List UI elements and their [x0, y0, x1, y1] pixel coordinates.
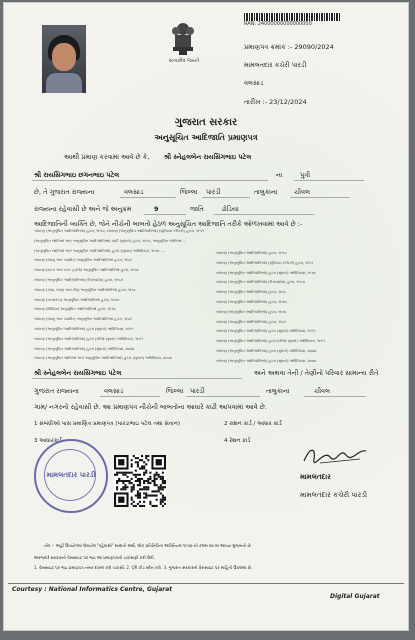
applicant-photo: [42, 25, 86, 93]
order-item: બંધારણ (અનુસૂચિત આદિજાતિઓ) (ઉત્તરપ્રદેશ) હુકમ, ૧૯૬૭: [216, 280, 305, 285]
serial-number: 9: [154, 205, 159, 213]
govt-heading: ગુજરાત સરકાર: [174, 117, 238, 128]
order-item: બંધારણ (જમ્મુ અને કાશ્મીર) અનુસૂચિત આદિજાતિઓ હુકમ, ૧૯૮૯: [34, 258, 133, 263]
residence-taluka-label: તાલુકાના: [266, 387, 290, 395]
order-item: બંધારણ (અનુસૂચિત આદિજાતિઓ) હુકમ (સુધારો) અધિનિયમ, ૨૦૦૨: [34, 346, 135, 351]
intro-text: આથી પ્રમાણ કરવામાં આવે છે કે,: [64, 153, 150, 161]
serial-prefix: રાજ્યના રહેવાસી છે અને જે અનુક્રમ: [34, 205, 132, 213]
digital-gujarat-text: Digital Gujarat: [330, 593, 380, 600]
legal-line: આદિજાતિની વ્યક્તિ છે, જેને નીચેની બાબતો હેઠળ અનુસૂચિત આદિજાતિ તરીકે ઓળખવામાં આવે છે :-: [34, 220, 303, 228]
order-item: બંધારણ (સિક્કિમ) અનુસૂચિત આદિજાતિઓ હુકમ, ૧૯૭૮: [34, 307, 116, 312]
office-seal-stamp: [34, 439, 108, 513]
tribe-label: જાતિ: [190, 205, 204, 213]
residence-state: ગુજરાત રાજ્યના: [34, 387, 79, 395]
order-item: બંધારણ (નાગાલેન્ડ) અનુસૂચિત આદિજાતિઓ હુકમ, ૧૯૭૦: [34, 297, 120, 302]
order-item: બંધારણ (અનુસૂચિત આદિજાતિઓ) હુકમ, ૧૯૫૦: [216, 251, 287, 255]
residence-prefix: છે, તે ગુજરાત રાજ્યના: [34, 188, 95, 196]
taluka-value: પારડી: [206, 188, 221, 196]
relation-value: પુત્રી: [300, 171, 311, 179]
applicant-name: શ્રી સ્નેહલબેન રાયસિંગભાઇ પટેલ: [164, 153, 252, 161]
order-item: બંધારણ (અનુસૂચિત આદિજાતિઓ) હુકમ, ૧૯૭૮: [216, 309, 287, 314]
note-2: અરજદારે સરકારની વેબસાઇટ પર જઇ આ પ્રમાણપત્રની ચકાસણી કરી લેવી.: [34, 555, 155, 560]
officer-office: મામલતદાર કચેરી પારડી: [300, 491, 368, 499]
certificate-title: અનુસૂચિત આદિજાતિ પ્રમાણપત્ર: [154, 133, 258, 142]
district-header: વલસાડ: [244, 79, 264, 87]
order-item: (અનુસૂચિત જાતિઓ અને અનુસૂચિત આદિજાતિઓ) યાદી (સુધારો) હુકમ, ૧૯૫૬, અનુસૂચિત જાતિઓ ...: [34, 238, 187, 243]
order-item: બંધારણ (ગોવા, દમણ અને દીવ) અનુસૂચિત આદિજાતિઓ હુકમ, ૧૯૬૮: [34, 287, 136, 292]
order-item: બંધારણ (અનુસૂચિત આદિજાતિઓ) હુકમ (સુધારો) અધિનિયમ, ૧૯૭૬: [216, 270, 317, 275]
order-item: બંધારણ (અનુસૂચિત આદિજાતિઓ) હુકમ, ૧૯૮૯: [216, 319, 287, 324]
order-item: બંધારણ (અનુસૂચિત આદિજાતિઓ) હુકમ (સુધારો) અધિનિયમ, ૨૦૦૨: [216, 358, 317, 363]
emblem-caption: સત્યમેવ જયતે: [168, 58, 200, 64]
order-item: બંધારણ (અનુસૂચિત આદિજાતિઓ) હુકમ (બીજો સુધારો) અધિનિયમ, ૧૯૯૧: [34, 336, 143, 341]
seal-text: મામલતદાર પારડી: [46, 471, 96, 479]
officer-signature: [300, 443, 370, 469]
qr-code: [114, 455, 166, 507]
basis-item-1: 1 સંબંધીઓ પાસ પ્રમાણિત પ્રમાણપત્ર (પારડાભાઇ પટેલ તથા સંતાન): [34, 421, 181, 427]
district-label: જિલ્લા: [180, 188, 198, 196]
order-item: (અનુસૂચિત જાતિઓ અને અનુસૂચિત આદિજાતિઓ) હુકમ (સુધારા) અધિનિયમ, ૧૯૭૬, ...: [34, 248, 166, 253]
order-item: બંધારણ (અનુસૂચિત આદિજાતિઓ) હુકમ (સુધારો) અધિનિયમ, ૧૯૯૧: [34, 327, 134, 331]
order-item: બંધારણ (અનુસૂચિત આદિજાતિઓ) (યુનિયન ટેરીટરી) હુકમ, ૧૯૫૧: [216, 260, 314, 265]
residence-district-label: જિલ્લા: [166, 387, 184, 395]
note-3: 1. વેબસાઇટ પર જઇ પ્રમાણપત્ર નંબર દાખલ કરી ચકાસો. 2. QR કોડ સ્કેન કરો. 3. ગુજરાત સરકારની વેબસાઇટ પર માહિતી ઉપલબ્ધ છે.: [34, 565, 253, 570]
basis-item-3: 3 આધારકાર્ડ: [34, 438, 62, 444]
order-item: બંધારણ (અનુસૂચિત આદિજાતિઓ) હુકમ (બીજો સુધારો) અધિનિયમ, ૧૯૯૧: [216, 339, 325, 344]
basis-item-2: 2 રાશન કાર્ડ / આધાર કાર્ડ: [224, 421, 282, 427]
order-item: બંધારણ (અનુસૂચિત આદિજાતિઓ) હુકમ, ૧૯૬૮: [216, 290, 286, 295]
taluka-label: તાલુકાના: [254, 188, 278, 196]
barcode: [244, 13, 340, 21]
father-name: શ્રી રાયસિંગભાઇ છગનભાઇ પટેલ: [34, 171, 120, 179]
certificate-number: પ્રમાણપત્ર ક્રમાંક :- 29090/2024: [244, 43, 334, 51]
tribe-value: ઢોડિયા: [222, 205, 239, 213]
basis-item-4: 4 રેશન કાર્ડ: [224, 438, 251, 444]
order-item: બંધારણ (અનુસૂચિત જાતિઓ અને અનુસૂચિત આદિજાતિઓ) હુકમ (સુધારો) અધિનિયમ, ૨૦૦૨: [34, 356, 172, 361]
residence-line: ગામ/ નગરનો રહેવાસી છે. આ પ્રમાણપત્ર નીચેની બાબતોના આધારે કાઢી આપવામાં આવે છે.: [34, 403, 267, 411]
barcode-number: RAN: 24000000000000000: [244, 21, 312, 27]
courtesy-text: Courtesy : National Informatics Centre, Gujarat: [12, 586, 173, 593]
note-1: નોંધ :- અહીં ઉપયોગમાં લેવાયેલ "રહેવાસી" શબ્દનો અર્થ, લોક પ્રતિનિધિત્વ અધિનિયમ ૧૯૫૦ ની કલમ ૨૦ માં આપ્યા મુજબનો છે.: [44, 543, 252, 548]
national-emblem-icon: [169, 17, 197, 59]
residence-district: વલસાડ: [104, 387, 124, 395]
order-item: બંધારણ (જમ્મુ અને કાશ્મીર) અનુસૂચિત આદિજાતિઓ હુકમ, ૧૯૮૯: [34, 317, 133, 322]
parent-name: શ્રી સ્નેહલબેન રાયસિંગભાઇ પટેલ: [34, 369, 122, 377]
order-item: બંધારણ (દાદરા અને નગર હવેલી) અનુસૂચિત આદિજાતિઓ હુકમ, ૧૯૬૨: [34, 268, 139, 273]
residence-taluka: પારડી: [190, 387, 205, 395]
district-value: વલસાડ: [124, 188, 144, 196]
officer-title: મામલતદાર: [300, 473, 331, 481]
order-item: બંધારણ (અનુસૂચિત આદિજાતિઓ) હુકમ, ૧૯૫૦, બંધારણ (અનુસૂચિત આદિજાતિઓ) (યુનિયન ટેરીટરી) હુકમ, ૧૯૫૧: [34, 229, 204, 233]
order-item: બંધારણ (અનુસૂચિત આદિજાતિઓ) હુકમ (સુધારો) અધિનિયમ, ૧૯૯૧: [216, 329, 316, 334]
parent-tail: અને અથવા તેની / તેણીનો પરિવાર સામાન્ય રીતે: [254, 369, 379, 377]
issue-date: તારીખ :- 23/12/2024: [244, 98, 307, 106]
order-item: બંધારણ (અનુસૂચિત આદિજાતિઓ) હુકમ, ૧૯૭૦: [216, 300, 287, 304]
order-item: બંધારણ (અનુસૂચિત આદિજાતિઓ) હુકમ (સુધારો) અધિનિયમ, ૨૦૦૨: [216, 349, 317, 353]
relation-label: ના: [276, 171, 283, 179]
village-value: ચીવલ: [294, 188, 311, 196]
residence-village: ચીવલ: [314, 387, 331, 395]
certificate-paper: [4, 3, 408, 630]
issuing-office: મામલતદાર કચેરી પારડી: [244, 61, 307, 69]
order-item: બંધારણ (અનુસૂચિત આદિજાતિઓ) (ઉત્તરપ્રદેશ) હુકમ, ૧૯૬૭: [34, 278, 123, 282]
